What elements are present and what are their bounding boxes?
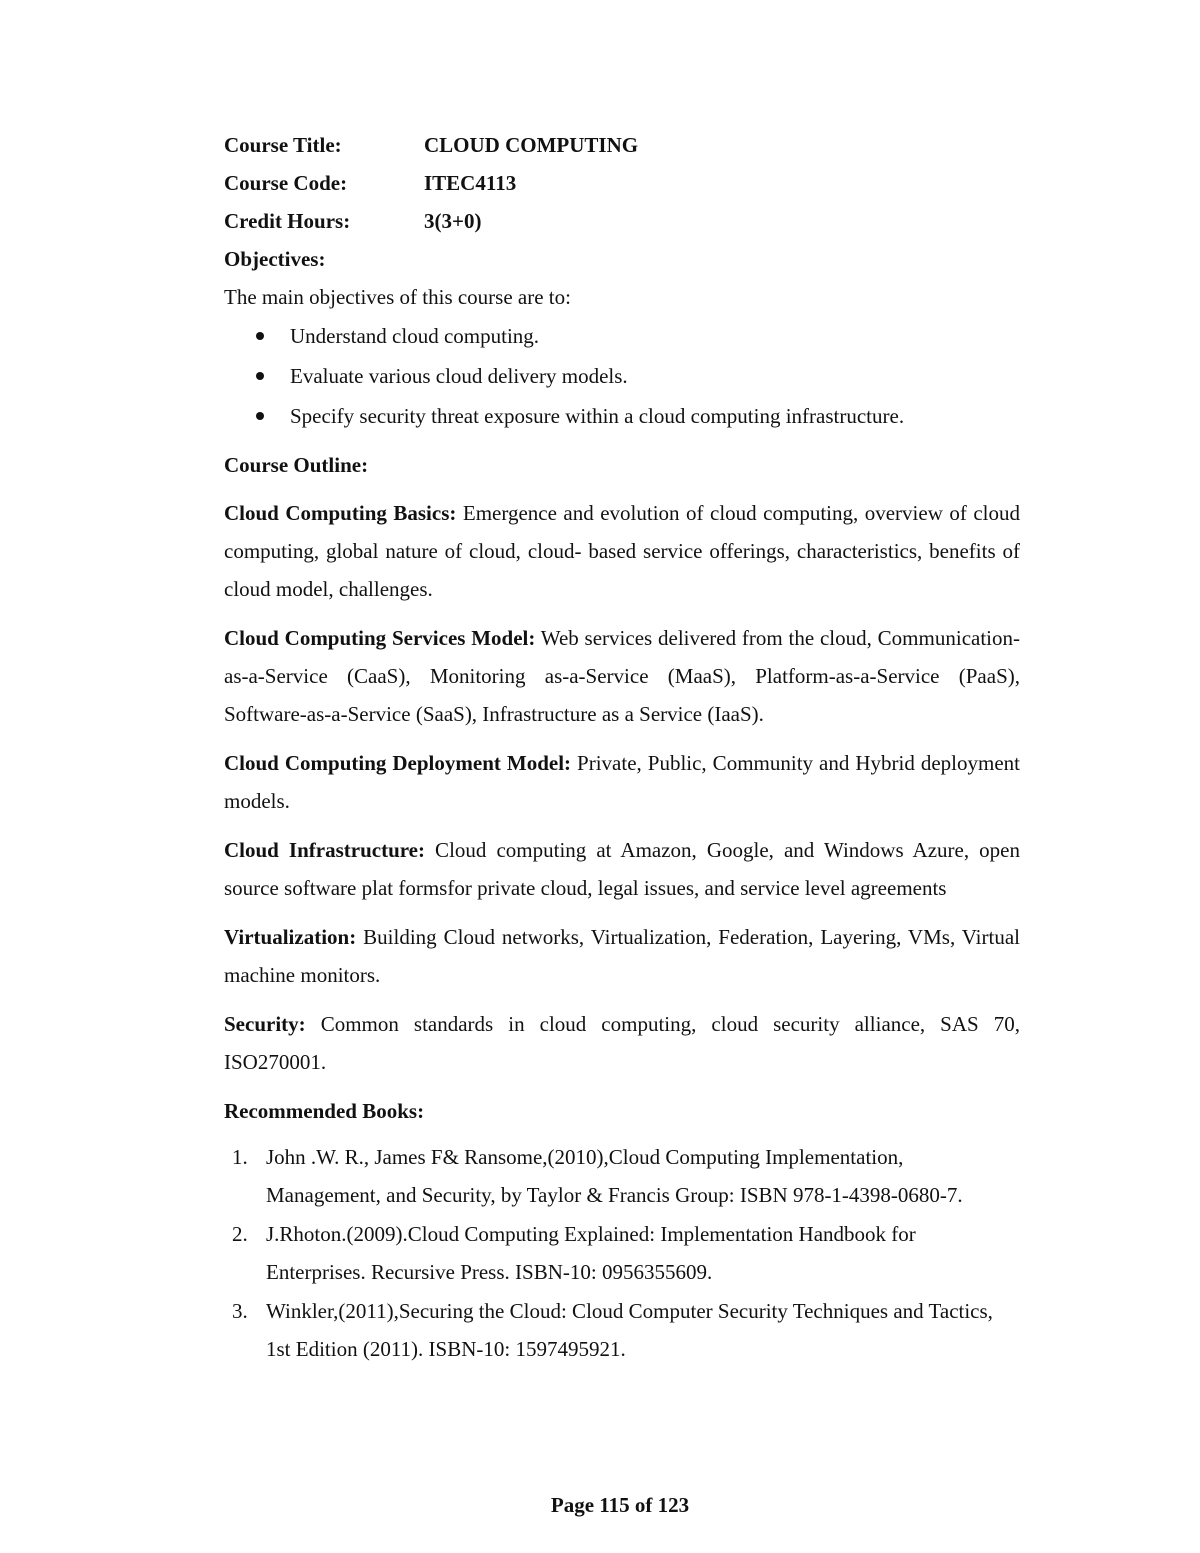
section-title: Virtualization: <box>224 925 357 949</box>
section-text: Building Cloud networks, Virtualization, Federation, Layering, VMs, Virtual machine monitors. <box>224 925 1020 987</box>
section-text: Common standards in cloud computing, cloud security alliance, SAS 70, ISO270001. <box>224 1012 1020 1074</box>
course-code-label: Course Code: <box>224 171 348 195</box>
book-number: 3. <box>232 1299 248 1323</box>
course-code-value: ITEC4113 <box>424 171 517 195</box>
outline-section-infrastructure <box>224 831 1020 907</box>
page-number-footer: Page 115 of 123 <box>550 1493 690 1517</box>
recommended-books-heading: Recommended Books: <box>224 1099 425 1123</box>
book-number: 2. <box>232 1222 248 1246</box>
bullet-icon <box>256 332 264 340</box>
objective-item <box>224 316 1020 356</box>
outline-section-services-model <box>224 619 1020 733</box>
course-title-row <box>224 126 1020 164</box>
objectives-list <box>224 316 1020 436</box>
section-title: Cloud Computing Deployment Model: <box>224 751 572 775</box>
objective-text: Evaluate various cloud delivery models. <box>290 364 628 388</box>
book-item <box>224 1138 1020 1214</box>
outline-section-virtualization <box>224 918 1020 994</box>
objective-text: Understand cloud computing. <box>290 324 540 348</box>
section-title: Cloud Computing Basics: <box>224 501 457 525</box>
outline-section-basics <box>224 494 1020 608</box>
section-text: Cloud computing at Amazon, Google, and Windows Azure, open source software plat formsfor private cloud, legal issues, and service level agreements <box>224 838 1020 900</box>
credit-hours-value: 3(3+0) <box>424 209 482 233</box>
book-text: Winkler,(2011),Securing the Cloud: Cloud Computer Security Techniques and Tactics, 1st Edition (2011). ISBN-10: 1597495921. <box>266 1299 993 1361</box>
section-text: Private, Public, Community and Hybrid deployment models. <box>224 751 1020 813</box>
course-code-row <box>224 164 1020 202</box>
course-title-value: CLOUD COMPUTING <box>424 133 639 157</box>
recommended-books-list <box>224 1138 1020 1368</box>
page-content <box>224 126 1020 1369</box>
book-text: J.Rhoton.(2009).Cloud Computing Explained: Implementation Handbook for Enterprises. Recursive Press. ISBN-10: 0956355609. <box>266 1222 916 1284</box>
section-title: Security: <box>224 1012 306 1036</box>
objectives-heading: Objectives: <box>224 247 326 271</box>
section-title: Cloud Computing Services Model: <box>224 626 536 650</box>
outline-section-security <box>224 1005 1020 1081</box>
objective-item <box>224 396 1020 436</box>
book-item <box>224 1215 1020 1291</box>
book-item <box>224 1292 1020 1368</box>
objective-item <box>224 356 1020 396</box>
section-text: Web services delivered from the cloud, Communication-as-a-Service (CaaS), Monitoring as-a-Service (MaaS), Platform-as-a-Service (PaaS), Software-as-a-Service (SaaS), Infrastructure as a Service (IaaS). <box>224 626 1020 726</box>
credit-hours-label: Credit Hours: <box>224 209 351 233</box>
section-title: Cloud Infrastructure: <box>224 838 425 862</box>
objectives-intro: The main objectives of this course are to: <box>224 285 571 309</box>
credit-hours-row <box>224 202 1020 240</box>
bullet-icon <box>256 372 264 380</box>
outline-section-deployment-model <box>224 744 1020 820</box>
book-text: John .W. R., James F& Ransome,(2010),Cloud Computing Implementation, Management, and Security, by Taylor & Francis Group: ISBN 978-1-4398-0680-7. <box>266 1145 963 1207</box>
book-number: 1. <box>232 1145 248 1169</box>
course-outline-heading: Course Outline: <box>224 453 369 477</box>
course-title-label: Course Title: <box>224 133 342 157</box>
bullet-icon <box>256 412 264 420</box>
section-text: Emergence and evolution of cloud computing, overview of cloud computing, global nature of cloud, cloud- based service offerings, characteristics, benefits of cloud model, challenges. <box>224 501 1020 601</box>
objective-text: Specify security threat exposure within a cloud computing infrastructure. <box>290 404 905 428</box>
